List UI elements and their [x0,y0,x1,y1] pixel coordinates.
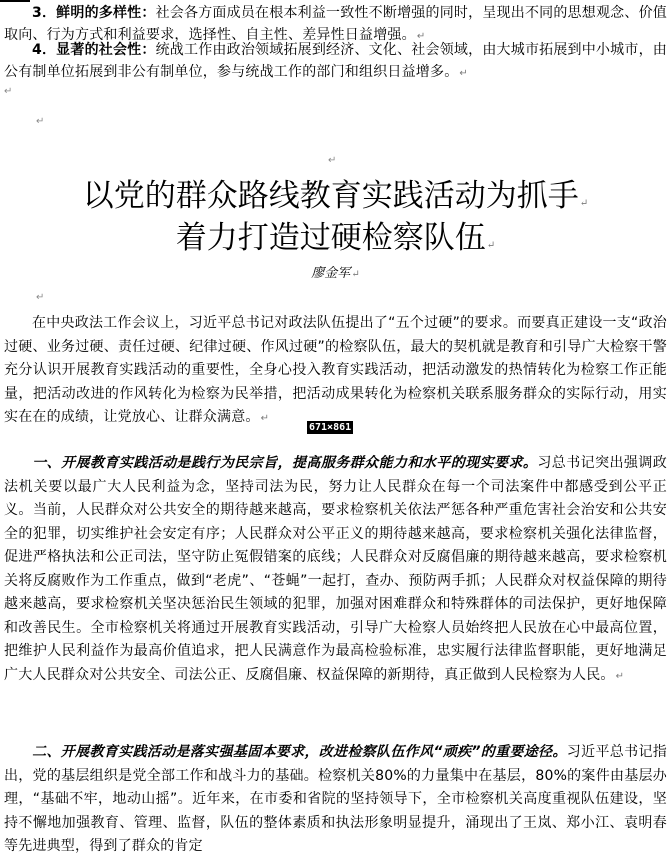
section-1-heading: 一、开展教育实践活动是践行为民宗旨，提高服务群众能力和水平的现实要求。 [32,455,538,471]
body-paragraph-section-1 [4,452,667,688]
paragraph-mark: ↵ [4,86,13,97]
size-badge: 671×861 [309,422,352,433]
list-item-4-lead: 4．显著的社会性： [32,42,156,58]
title-line-1-text: 以党的群众路线教育实践活动为抓手 [82,178,579,214]
paragraph-mark: ↵ [328,155,337,166]
section-2-text: 习近平总书记指出，党的基层组织是党全部工作和战斗力的基础。检察机关80%的力量集中在基层，80%的案件由基层办理，“基础不牢，地动山摇”。近年来，在市委和省院的坚持领导下，全市检察机关高度重视队伍建设，坚持不懈地加强教育、管理、监督，队伍的整体素质和执法形象明显提升，涌现出了王岚、郑小江、袁明春等先进典型，得到了群众的肯定 [4,744,667,854]
body-paragraph-intro [4,312,667,431]
list-item-4-text: 统战工作由政治领域拓展到经济、文化、社会领域，由大城市拓展到中小城市，由公有制单位拓展到非公有制单位，参与统战工作的部门和组织日益增多。 [4,42,667,80]
paragraph-mark: ↵ [615,670,625,682]
list-item-4 [4,39,667,85]
author-name [0,262,671,281]
list-item-3-lead: 3．鲜明的多样性： [32,5,156,21]
section-2-heading: 二、开展教育实践活动是落实强基固本要求，改进检察队伍作风“顽疾”的重要途径。 [32,744,567,760]
paragraph-mark: ↵ [486,240,496,251]
body-paragraph-intro-text: 在中央政法工作会议上，习近平总书记对政法队伍提出了“五个过硬”的要求。而要真正建设一支“政治过硬、业务过硬、责任过硬、纪律过硬、作风过硬”的检察队伍，最大的契机就是教育和引导广大检察干警充分认识开展教育实践活动的重要性，全身心投入教育实践活动，把活动激发的热情转化为检察工作正能量，把活动改进的作风转化为检察为民举措，把活动成果转化为检察机关联系服务群众的实际行动，用实实在在的成绩，让党放心、让群众满意。 [4,315,667,425]
title-line-2-text: 着力打造过硬检察队伍 [175,220,486,256]
paragraph-mark: ↵ [579,198,589,209]
article-title-line-2 [0,216,671,268]
list-item-3-text: 社会各方面成员在根本利益一致性不断增强的同时，呈现出不同的思想观念、价值取向、行为方式和利益要求，选择性、自主性、差异性日益增强。 [4,5,667,43]
paragraph-mark: ↵ [416,31,426,42]
paragraph-mark: ↵ [351,269,360,280]
paragraph-mark: ↵ [459,68,468,79]
paragraph-mark: ↵ [36,116,45,127]
section-1-text: 习总书记突出强调政法机关要以最广大人民利益为念，坚持司法为民，努力让人民群众在每一个司法案件中都感受到公平正义。当前，人民群众对公共安全的期待越来越高，要求检察机关依法严惩各种严重危害社会治安和公共安全的犯罪，切实维护社会安定有序；人民群众对公平正义的期待越来越高，要求检察机关强化法律监督，促进严格执法和公正司法，坚守防止冤假错案的底线；人民群众对反腐倡廉的期待越来越高，要求检察机关将反腐败作为工作重点，做到“老虎”、“苍蝇”一起打，查办、预防两手抓；人民群众对权益保障的期待越来越高，要求检察机关坚决惩治民生领域的犯罪，加强对困难群众和特殊群体的司法保护，更好地保障和改善民生。全市检察机关将通过开展教育实践活动，引导广大检察人员始终把人民放在心中最高位置，把维护人民利益作为最高价值追求，把人民满意作为最高检验标准，忠实履行法律监督职能，更好地满足广大人民群众对公共安全、司法公正、反腐倡廉、权益保障的新期待，真正做到人民检察为人民。 [4,455,667,683]
paragraph-mark: ↵ [260,413,270,424]
paragraph-mark: ↵ [36,292,45,303]
author-text: 廖金军 [311,266,351,281]
body-paragraph-section-2 [4,741,667,859]
